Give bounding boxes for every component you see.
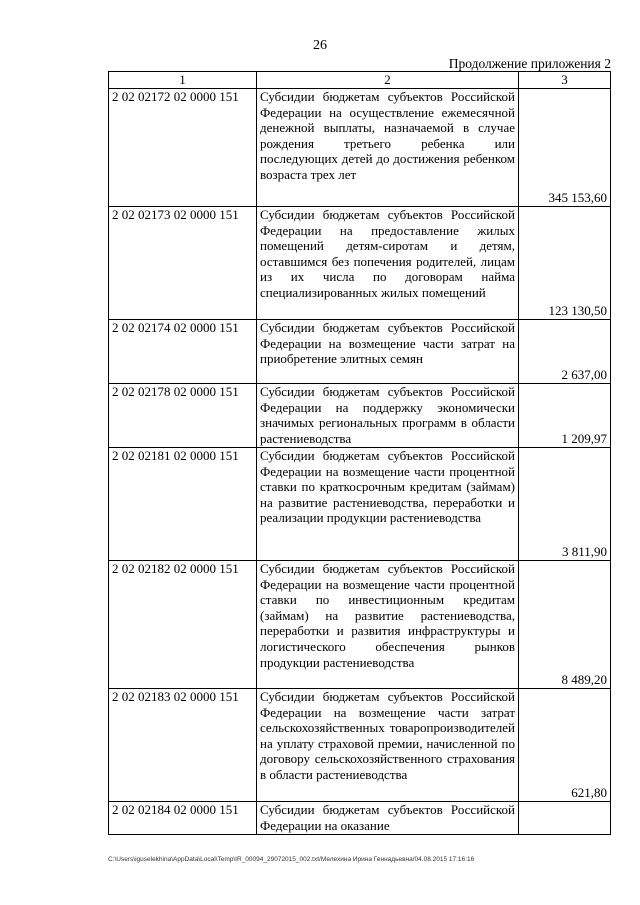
row-amount: 345 153,60 xyxy=(519,89,611,207)
table-row xyxy=(109,320,611,384)
table-row xyxy=(109,448,611,561)
row-description: Субсидии бюджетам субъектов Российской Федерации на возмещение части затрат сельскохозяйственных товаропроизводителей на уплату страховой премии, начисленной по договору сельскохозяйственного страхования в области растениеводства xyxy=(257,689,519,802)
continuation-label: Продолжение приложения 2 xyxy=(448,56,611,71)
table-row xyxy=(109,207,611,320)
row-code: 2 02 02183 02 0000 151 xyxy=(109,689,257,802)
row-amount: 2 637,00 xyxy=(519,320,611,384)
table-row xyxy=(109,561,611,689)
row-code: 2 02 02172 02 0000 151 xyxy=(109,89,257,207)
table-row xyxy=(109,689,611,802)
row-amount: 621,80 xyxy=(519,689,611,802)
row-amount: 8 489,20 xyxy=(519,561,611,689)
row-code: 2 02 02174 02 0000 151 xyxy=(109,320,257,384)
row-code: 2 02 02173 02 0000 151 xyxy=(109,207,257,320)
table-row xyxy=(109,384,611,448)
row-amount: 1 209,97 xyxy=(519,384,611,448)
row-code: 2 02 02181 02 0000 151 xyxy=(109,448,257,561)
row-description: Субсидии бюджетам субъектов Российской Федерации на осуществление ежемесячной денежной выплаты, назначаемой в случае рождения третьего ребенка или последующих детей до достижения ребенком возраста трех лет xyxy=(257,89,519,207)
header-col-2: 2 xyxy=(257,72,519,89)
row-description: Субсидии бюджетам субъектов Российской Федерации на предоставление жилых помещений детям-сиротам и детям, оставшимся без попечения родителей, лицам из их числа по договорам найма специализированных жилых помещений xyxy=(257,207,519,320)
row-description: Субсидии бюджетам субъектов Российской Федерации на поддержку экономически значимых региональных программ в области растениеводства xyxy=(257,384,519,448)
row-code: 2 02 02184 02 0000 151 xyxy=(109,802,257,835)
table-row xyxy=(109,802,611,835)
row-description: Субсидии бюджетам субъектов Российской Федерации на возмещение части процентной ставки по инвестиционным кредитам (займам) на развитие растениеводства, переработки и развития инфраструктуры и логистического обеспечения рынков продукции растениеводства xyxy=(257,561,519,689)
row-description: Субсидии бюджетам субъектов Российской Федерации на возмещение части процентной ставки по краткосрочным кредитам (займам) на развитие растениеводства, переработки и реализации продукции растениеводства xyxy=(257,448,519,561)
page-number: 26 xyxy=(313,38,327,53)
header-col-1: 1 xyxy=(109,72,257,89)
appendix-table xyxy=(108,71,611,835)
footer-file-path: C:\Users\iguselekhina\AppData\Local\Temp\IR_00094_29072015_002.txt/Мелехина Ирина Геннадьевна/04.08.2015 17:16:16 xyxy=(108,856,475,863)
row-code: 2 02 02182 02 0000 151 xyxy=(109,561,257,689)
row-amount: 3 811,90 xyxy=(519,448,611,561)
table-header-row xyxy=(109,72,611,89)
header-col-3: 3 xyxy=(519,72,611,89)
row-amount xyxy=(519,802,611,835)
table-row xyxy=(109,89,611,207)
row-code: 2 02 02178 02 0000 151 xyxy=(109,384,257,448)
row-description: Субсидии бюджетам субъектов Российской Федерации на оказание xyxy=(257,802,519,835)
row-amount: 123 130,50 xyxy=(519,207,611,320)
row-description: Субсидии бюджетам субъектов Российской Федерации на возмещение части затрат на приобретение элитных семян xyxy=(257,320,519,384)
